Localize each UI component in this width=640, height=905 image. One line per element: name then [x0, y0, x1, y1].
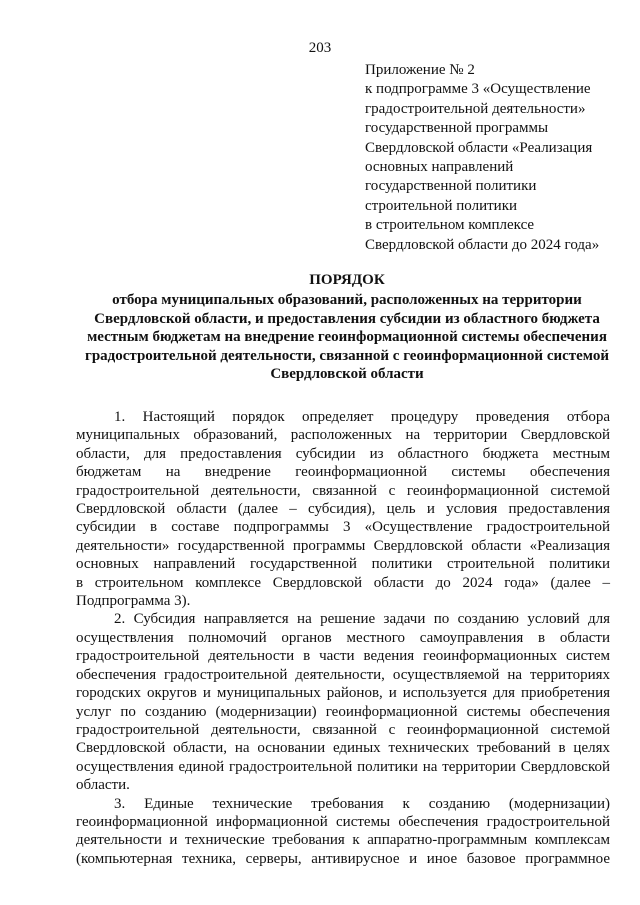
- paragraph-2: [76, 610, 610, 794]
- text-line: области, для предоставления субсидии из областного бюджета местным: [76, 445, 610, 462]
- text-line: основных направлений государственной политики строительной политики: [76, 556, 610, 573]
- text-line: области.: [76, 777, 130, 794]
- document-body: [76, 408, 610, 868]
- page-number: 203: [308, 40, 332, 56]
- appendix-line: Свердловской области «Реализация: [365, 139, 593, 156]
- text-line: городских округов и муниципальных районов, и используется для приобретения: [76, 685, 610, 702]
- appendix-line: в строительном комплексе: [365, 217, 535, 234]
- heading-line: отбора муниципальных образований, расположенных на территории: [112, 292, 582, 308]
- text-line: Свердловской области, на основании единых технических требований в целях: [76, 740, 610, 757]
- appendix-line: к подпрограмме 3 «Осуществление: [365, 81, 591, 98]
- paragraph-1: [76, 408, 610, 610]
- text-line: Свердловской области (далее – субсидия), цель и условия предоставления: [76, 501, 610, 518]
- text-line: бюджетам на внедрение геоинформационной системы обеспечения: [76, 464, 610, 481]
- heading-line: местным бюджетам на внедрение геоинформационной системы обеспечения: [87, 329, 607, 346]
- appendix-block: [365, 61, 635, 255]
- text-line: (компьютерная техника, серверы, антивирусное и иное базовое программное: [76, 850, 610, 867]
- appendix-line: государственной политики: [365, 178, 537, 195]
- appendix-line: градостроительной деятельности»: [365, 100, 586, 117]
- appendix-line: основных направлений: [365, 159, 514, 176]
- text-line: обеспечения градостроительной деятельности, осуществляемой на территориях: [76, 666, 610, 683]
- text-line: субсидии в составе подпрограммы 3 «Осуществление градостроительной: [76, 519, 610, 536]
- text-line: 1. Настоящий порядок определяет процедуру проведения отбора: [114, 409, 610, 425]
- appendix-line: Свердловской области до 2024 года»: [365, 236, 600, 253]
- text-line: градостроительной деятельности в части ведения геоинформационных систем: [76, 648, 610, 665]
- text-line: в строительном комплексе Свердловской области до 2024 года» (далее –: [76, 574, 610, 591]
- heading-line: Свердловской области, и предоставления субсидии из областного бюджета: [94, 310, 600, 327]
- text-line: муниципальных образований, расположенных на территории Свердловской: [76, 427, 610, 444]
- paragraph-3: [76, 795, 610, 869]
- appendix-line: государственной программы: [365, 120, 549, 137]
- text-line: градостроительной деятельности, связанной с геоинформационной системой: [76, 721, 610, 738]
- text-line: 3. Единые технические требования к созданию (модернизации): [114, 795, 610, 812]
- text-line: осуществления полномочий органов местного самоуправления в области: [76, 629, 610, 646]
- text-line: деятельности и технические требования к аппаратно-программным комплексам: [76, 832, 610, 849]
- text-line: деятельности» государственной программы Свердловской области «Реализация: [76, 537, 610, 554]
- text-line: 2. Субсидия направляется на решение задачи по созданию условий для: [114, 611, 610, 628]
- text-line: услуг по созданию (модернизации) геоинформационной системы обеспечения: [76, 703, 610, 720]
- document-title: ПОРЯДОК: [309, 272, 385, 288]
- heading-line: градостроительной деятельности, связанной с геоинформационной системой: [85, 347, 609, 364]
- document-heading: [52, 270, 640, 384]
- appendix-line: строительной политики: [365, 197, 518, 214]
- text-line: осуществления единой градостроительной политики на территории Свердловской: [76, 758, 610, 775]
- text-line: геоинформационной информационной системы обеспечения градостроительной: [76, 813, 610, 830]
- heading-line: Свердловской области: [270, 366, 424, 383]
- appendix-line: Приложение № 2: [365, 62, 475, 78]
- text-line: Подпрограмма 3).: [76, 593, 191, 610]
- text-line: градостроительной деятельности, связанной с геоинформационной системой: [76, 482, 610, 499]
